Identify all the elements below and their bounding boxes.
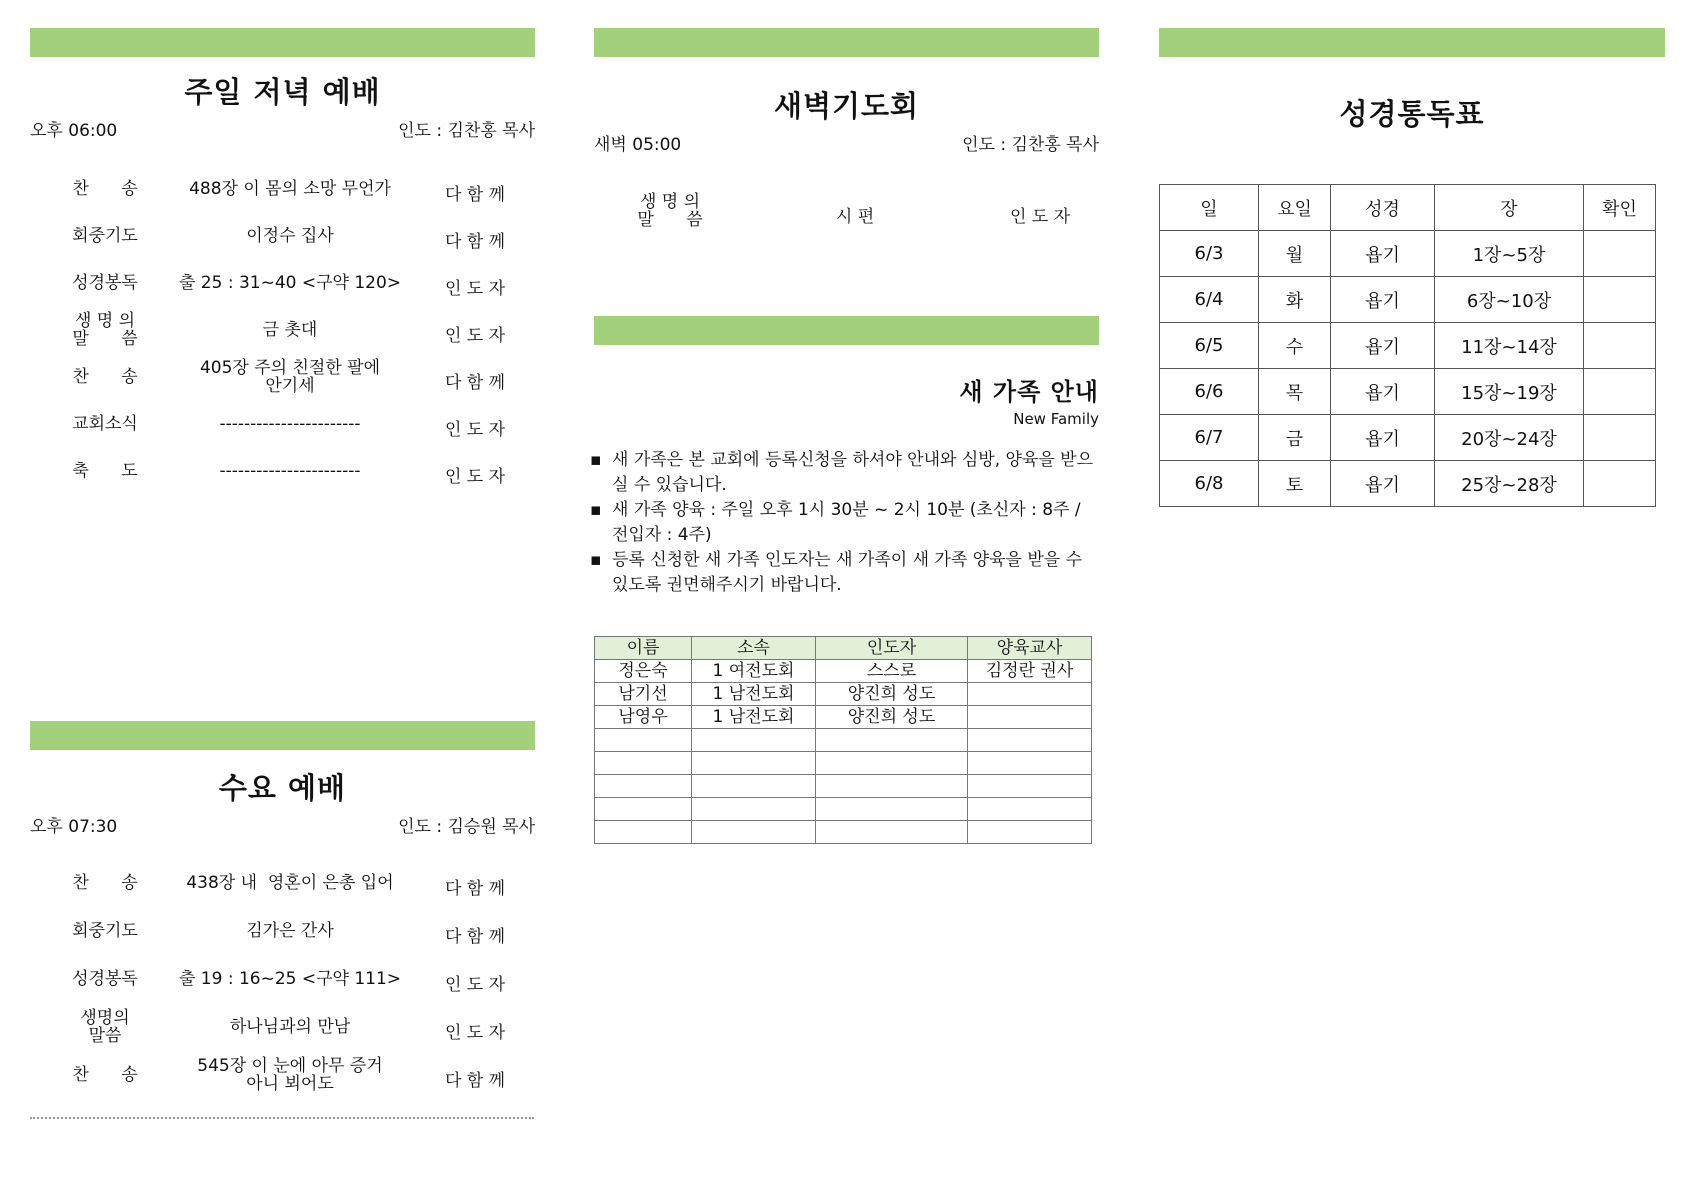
order-label: 성경봉독	[72, 273, 138, 293]
notice-item: ▪ 새 가족 양육 : 주일 오후 1시 30분 ~ 2시 10분 (초신자 : 8주 / 전입자 : 4주)	[590, 498, 1100, 548]
order-label: 성경봉독	[72, 969, 138, 989]
table-row	[1160, 231, 1656, 277]
notice-item: ▪ 등록 신청한 새 가족 인도자는 새 가족이 새 가족 양육을 받을 수 있도록 권면해주시기 바랍니다.	[590, 548, 1100, 598]
table-row	[595, 798, 1092, 821]
table-cell: 1장~5장	[1435, 231, 1584, 277]
dawn-time: 새벽 05:00	[594, 135, 682, 155]
table-cell: 수	[1259, 323, 1331, 369]
new-family-title: 새 가족 안내	[959, 378, 1099, 406]
column-header: 양육교사	[968, 637, 1092, 660]
order-by: 다 함 께	[444, 879, 506, 899]
table-cell: 스스로	[816, 660, 968, 683]
check-cell[interactable]	[1584, 415, 1656, 461]
table-header-row	[595, 637, 1092, 660]
order-content: 김가은 간사	[246, 921, 334, 941]
order-label: 회중기도	[72, 226, 138, 246]
table-cell	[968, 798, 1092, 821]
table-cell: 양진희 성도	[816, 706, 968, 729]
sunday-title: 주일 저녁 예배	[184, 75, 381, 109]
wednesday-leader: 인도 : 김승원 목사	[398, 817, 535, 837]
table-cell: 6/4	[1160, 277, 1259, 323]
table-cell	[968, 706, 1092, 729]
table-cell: 화	[1259, 277, 1331, 323]
table-row	[1160, 369, 1656, 415]
order-label: 찬 송	[72, 179, 138, 199]
table-cell: 금	[1259, 415, 1331, 461]
table-cell	[968, 775, 1092, 798]
table-cell	[816, 821, 968, 844]
table-cell: 토	[1259, 461, 1331, 507]
table-cell: 1 남전도회	[692, 683, 816, 706]
order-by: 인 도 자	[444, 467, 506, 487]
bible-header-bar	[1159, 28, 1665, 57]
order-label: 생 명 의 말 씀	[72, 311, 138, 349]
table-cell: 6/8	[1160, 461, 1259, 507]
table-cell	[595, 752, 692, 775]
order-content: 하나님과의 만남	[229, 1017, 351, 1037]
column-header: 일	[1160, 185, 1259, 231]
table-cell: 양진희 성도	[816, 683, 968, 706]
order-content: -----------------------	[219, 461, 361, 481]
column-header: 이름	[595, 637, 692, 660]
dawn-header-bar	[594, 28, 1099, 57]
sunday-leader: 인도 : 김찬홍 목사	[398, 121, 535, 141]
column-header: 확인	[1584, 185, 1656, 231]
order-label: 생명의 말씀	[80, 1008, 130, 1046]
table-cell: 1 남전도회	[692, 706, 816, 729]
check-cell[interactable]	[1584, 369, 1656, 415]
table-cell: 월	[1259, 231, 1331, 277]
table-row	[1160, 277, 1656, 323]
table-row	[595, 752, 1092, 775]
table-cell	[816, 729, 968, 752]
dawn-row-by: 인 도 자	[1009, 207, 1071, 227]
table-cell: 25장~28장	[1435, 461, 1584, 507]
table-cell	[692, 821, 816, 844]
column-header: 성경	[1331, 185, 1435, 231]
order-label: 찬 송	[72, 1065, 138, 1085]
dawn-row-content: 시 편	[835, 207, 875, 227]
dawn-row-label: 생 명 의 말 씀	[637, 192, 703, 230]
order-content: 금 촛대	[262, 320, 318, 340]
table-cell: 욥기	[1331, 323, 1435, 369]
order-content: 405장 주의 친절한 팔에 안기세	[199, 358, 381, 396]
wednesday-time: 오후 07:30	[30, 817, 118, 837]
table-row	[595, 660, 1092, 683]
dawn-title: 새벽기도회	[773, 89, 920, 123]
column-header: 요일	[1259, 185, 1331, 231]
table-row	[595, 683, 1092, 706]
order-by: 다 함 께	[444, 373, 506, 393]
order-content: 출 19 : 16~25 <구약 111>	[178, 969, 402, 989]
table-row	[1160, 461, 1656, 507]
new-family-table	[594, 636, 1092, 844]
table-cell: 김정란 권사	[968, 660, 1092, 683]
check-cell[interactable]	[1584, 461, 1656, 507]
column-header: 장	[1435, 185, 1584, 231]
wednesday-header-bar	[30, 721, 535, 750]
table-cell	[595, 798, 692, 821]
check-cell[interactable]	[1584, 277, 1656, 323]
table-cell	[816, 752, 968, 775]
new-family-header-bar	[594, 316, 1099, 345]
table-cell: 정은숙	[595, 660, 692, 683]
table-cell: 6/7	[1160, 415, 1259, 461]
order-label: 찬 송	[72, 367, 138, 387]
table-cell	[968, 683, 1092, 706]
table-cell	[968, 821, 1092, 844]
table-cell: 1 여전도회	[692, 660, 816, 683]
check-cell[interactable]	[1584, 323, 1656, 369]
order-label: 교회소식	[72, 414, 138, 434]
table-row	[595, 775, 1092, 798]
table-cell: 6장~10장	[1435, 277, 1584, 323]
table-cell: 남영우	[595, 706, 692, 729]
order-by: 인 도 자	[444, 420, 506, 440]
table-cell: 욥기	[1331, 369, 1435, 415]
table-cell: 11장~14장	[1435, 323, 1584, 369]
table-cell: 6/6	[1160, 369, 1259, 415]
table-cell	[968, 752, 1092, 775]
new-family-notice-list	[590, 448, 1100, 598]
order-by: 다 함 께	[444, 1071, 506, 1091]
order-by: 인 도 자	[444, 975, 506, 995]
order-by: 다 함 께	[444, 232, 506, 252]
order-content: 이정수 집사	[246, 226, 334, 246]
order-by: 인 도 자	[444, 1023, 506, 1043]
table-row	[595, 821, 1092, 844]
order-content: 438장 내 영혼이 은총 입어	[186, 873, 394, 893]
bible-reading-table	[1159, 184, 1656, 507]
order-label: 축 도	[72, 461, 138, 481]
notice-item: ▪ 새 가족은 본 교회에 등록신청을 하셔야 안내와 심방, 양육을 받으실 수 있습니다.	[590, 448, 1100, 498]
table-cell	[595, 821, 692, 844]
check-cell[interactable]	[1584, 231, 1656, 277]
order-by: 인 도 자	[444, 326, 506, 346]
dawn-leader: 인도 : 김찬홍 목사	[962, 135, 1099, 155]
order-content: 488장 이 몸의 소망 무언가	[189, 179, 391, 199]
new-family-subtitle: New Family	[1013, 410, 1099, 428]
table-cell: 6/3	[1160, 231, 1259, 277]
order-content: 545장 이 눈에 아무 증거 아니 뵈어도	[197, 1056, 383, 1094]
order-label: 찬 송	[72, 873, 138, 893]
table-cell: 6/5	[1160, 323, 1259, 369]
order-by: 인 도 자	[444, 279, 506, 299]
table-cell: 15장~19장	[1435, 369, 1584, 415]
column-header: 인도자	[816, 637, 968, 660]
table-row	[1160, 323, 1656, 369]
table-cell	[692, 775, 816, 798]
table-cell	[692, 729, 816, 752]
table-cell	[692, 752, 816, 775]
column-header: 소속	[692, 637, 816, 660]
sunday-time: 오후 06:00	[30, 121, 118, 141]
table-cell: 목	[1259, 369, 1331, 415]
sunday-header-bar	[30, 28, 535, 57]
table-cell: 욥기	[1331, 461, 1435, 507]
order-by: 다 함 께	[444, 927, 506, 947]
order-label: 회중기도	[72, 921, 138, 941]
bible-title: 성경통독표	[1339, 97, 1485, 131]
table-cell: 욥기	[1331, 277, 1435, 323]
table-cell	[816, 798, 968, 821]
table-cell	[595, 729, 692, 752]
order-content: -----------------------	[219, 414, 361, 434]
table-row	[595, 729, 1092, 752]
order-content: 출 25 : 31~40 <구약 120>	[178, 273, 402, 293]
table-cell	[692, 798, 816, 821]
table-cell	[968, 729, 1092, 752]
table-cell: 욥기	[1331, 415, 1435, 461]
order-by: 다 함 께	[444, 185, 506, 205]
table-cell	[816, 775, 968, 798]
table-row	[1160, 415, 1656, 461]
table-cell: 20장~24장	[1435, 415, 1584, 461]
table-cell	[595, 775, 692, 798]
table-cell: 남기선	[595, 683, 692, 706]
table-row	[595, 706, 1092, 729]
table-cell: 욥기	[1331, 231, 1435, 277]
table-header-row	[1160, 185, 1656, 231]
wednesday-title: 수요 예배	[218, 771, 347, 805]
dotted-divider	[30, 1117, 534, 1119]
